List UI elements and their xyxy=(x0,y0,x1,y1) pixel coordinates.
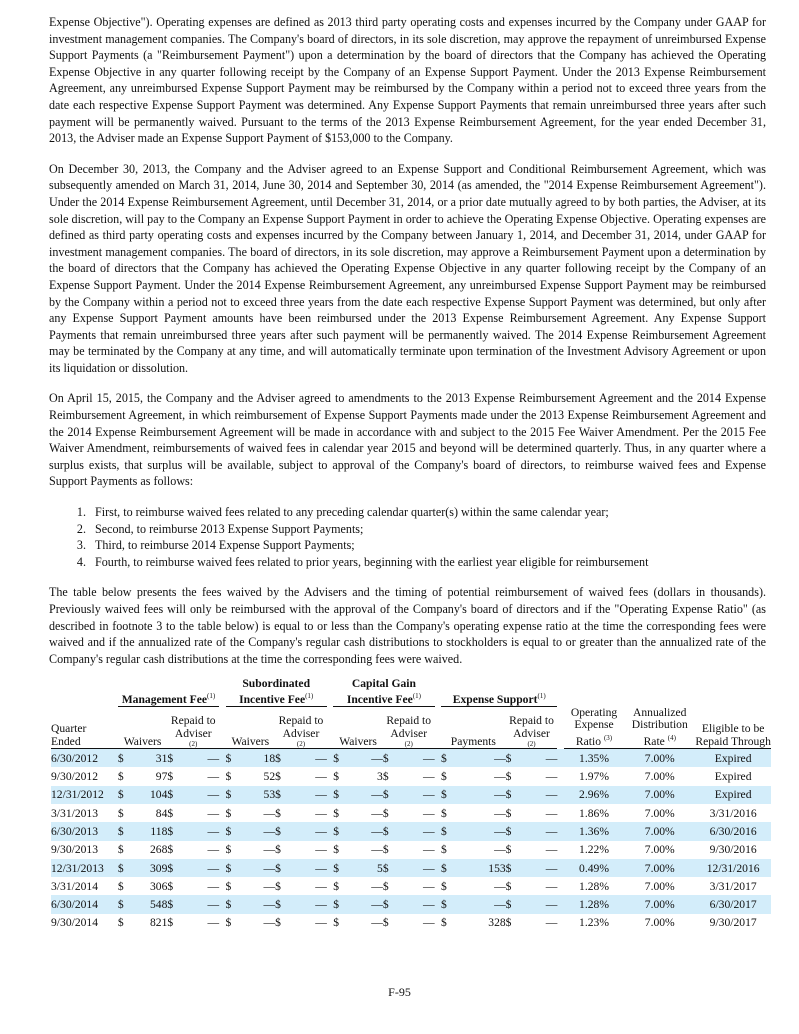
cell-es-payments: — xyxy=(454,822,506,840)
cell-mgmt-waivers: 84 xyxy=(155,806,168,820)
list-item: 4. Fourth, to reimburse waived fees related to prior years, beginning with the earliest year eligible for reimbursement xyxy=(89,554,766,571)
table-row xyxy=(51,841,771,859)
currency-symbol: $ xyxy=(275,859,288,877)
currency-symbol: $ xyxy=(275,822,288,840)
cell-eligible: Expired xyxy=(714,770,752,784)
cell-op-ratio: 0.49% xyxy=(564,859,624,877)
currency-symbol: $ xyxy=(226,786,239,804)
currency-symbol: $ xyxy=(441,806,447,820)
currency-symbol: $ xyxy=(275,786,288,804)
col-header-quarter: Quarter Ended xyxy=(51,707,118,749)
table-row xyxy=(51,749,771,768)
cell-cg-repaid: — xyxy=(396,822,435,840)
currency-symbol: $ xyxy=(333,786,346,804)
currency-symbol: $ xyxy=(167,806,174,820)
currency-symbol: $ xyxy=(506,749,519,768)
group-header-row xyxy=(51,677,771,706)
currency-symbol: $ xyxy=(118,822,131,840)
currency-symbol: $ xyxy=(441,843,447,857)
cell-mgmt-waivers: 104 xyxy=(131,786,168,804)
cell-mgmt-repaid: — xyxy=(207,843,220,857)
cell-sub-repaid: — xyxy=(288,749,327,768)
currency-symbol: $ xyxy=(441,879,447,893)
cell-cg-waivers: — xyxy=(371,843,383,857)
cell-sub-repaid: — xyxy=(288,822,327,840)
cell-eligible: 3/31/2016 xyxy=(709,806,757,820)
cell-dist-rate: 7.00% xyxy=(624,859,695,877)
cell-op-ratio: 1.86% xyxy=(579,806,609,820)
cell-mgmt-waivers: 268 xyxy=(149,843,168,857)
cell-op-ratio: 1.22% xyxy=(579,843,609,857)
col-header-mgmt-repaid: Repaid to Adviser (2) xyxy=(167,707,219,749)
col-header-cg-waivers: Waivers xyxy=(333,707,383,749)
currency-symbol: $ xyxy=(333,879,340,893)
cell-mgmt-repaid: — xyxy=(207,806,220,820)
currency-symbol: $ xyxy=(118,749,131,768)
cell-quarter: 9/30/2013 xyxy=(51,843,99,857)
currency-symbol: $ xyxy=(333,895,346,913)
cell-cg-repaid: — xyxy=(422,770,435,784)
currency-symbol: $ xyxy=(506,786,519,804)
cell-sub-waivers: — xyxy=(238,822,275,840)
cell-cg-repaid: — xyxy=(422,916,435,930)
cell-es-payments: — xyxy=(454,786,506,804)
group-header-management: Management Fee$^{(1)}$ xyxy=(118,677,219,706)
cell-sub-waivers: — xyxy=(263,806,276,820)
currency-symbol: $ xyxy=(383,895,396,913)
cell-mgmt-repaid: — xyxy=(180,859,219,877)
cell-op-ratio: 1.35% xyxy=(564,749,624,768)
cell-cg-waivers: — xyxy=(371,916,383,930)
cell-eligible: 12/31/2016 xyxy=(695,859,771,877)
cell-sub-repaid: — xyxy=(288,786,327,804)
currency-symbol: $ xyxy=(275,916,281,930)
currency-symbol: $ xyxy=(383,859,396,877)
currency-symbol: $ xyxy=(333,859,346,877)
cell-es-payments: — xyxy=(454,895,506,913)
paragraph-2015-amendment: On April 15, 2015, the Company and the Adviser agreed to amendments to the 2013 Expense Reimbursement Agreement and the 2014 Expense Reimbursement Agreement, in which reimbursement of Expense Support Payments made under the 2013 Expense Reimbursement Agreement and the 2014 Expense Reimbursement Agreement will be made in accordance with and subject to the 2015 Fee Waiver Amendment. Per the 2015 Fee Waiver Amendment, reimbursements of waived fees in calendar year 2015 and beyond will be determined quarterly. Thus, in any quarter where a surplus exists, that surplus will be available, subject to approval of the Company's board of directors, to reimburse waived fees and Expense Support Payments as follows: xyxy=(49,391,766,489)
cell-mgmt-repaid: — xyxy=(180,786,219,804)
cell-es-repaid: — xyxy=(545,843,558,857)
list-item: 2. Second, to reimburse 2013 Expense Support Payments; xyxy=(89,521,766,538)
currency-symbol: $ xyxy=(167,916,174,930)
cell-es-payments: 328 xyxy=(488,916,506,930)
cell-cg-repaid: — xyxy=(396,895,435,913)
currency-symbol: $ xyxy=(505,806,512,820)
currency-symbol: $ xyxy=(226,859,239,877)
cell-es-payments: — xyxy=(494,843,506,857)
cell-sub-repaid: — xyxy=(315,916,327,930)
cell-cg-repaid: — xyxy=(396,749,435,768)
cell-sub-waivers: — xyxy=(263,843,276,857)
table-row xyxy=(51,914,771,932)
document-page xyxy=(49,14,771,932)
cell-cg-waivers: — xyxy=(346,749,383,768)
cell-cg-repaid: — xyxy=(396,786,435,804)
cell-dist-rate: 7.00% xyxy=(624,895,695,913)
cell-cg-waivers: 3 xyxy=(377,770,383,784)
cell-es-repaid: — xyxy=(519,749,558,768)
cell-op-ratio: 1.36% xyxy=(564,822,624,840)
currency-symbol: $ xyxy=(226,895,239,913)
currency-symbol: $ xyxy=(382,770,389,784)
cell-sub-repaid: — xyxy=(315,879,327,893)
currency-symbol: $ xyxy=(117,879,124,893)
currency-symbol: $ xyxy=(333,770,340,784)
paragraph-table-intro: The table below presents the fees waived by the Advisers and the timing of potential reimbursement of waived fees (dollars in thousands). Previously waived fees will only be reimbursed with the approval of the Company's board of directors and if the "Operating Expense Ratio" (as described in footnote 3 to the table below) is equal to or less than the Company's operating expense ratio at the time the corresponding fees were waived and if the annualized rate of the Company's regular cash distributions to stockholders is equal to or greater than the annualized rate of the Company's regular cash distributions at the time the corresponding fees were waived. xyxy=(49,585,766,666)
currency-symbol: $ xyxy=(275,806,281,820)
currency-symbol: $ xyxy=(167,859,180,877)
table-row xyxy=(51,767,771,785)
list-item: 3. Third, to reimburse 2014 Expense Support Payments; xyxy=(89,537,766,554)
cell-mgmt-waivers: 97 xyxy=(155,770,168,784)
col-header-dist-rate: Annualized Distribution Rate $^{(4)}$ xyxy=(624,707,695,749)
cell-quarter: 3/31/2014 xyxy=(51,879,99,893)
cell-eligible: 6/30/2017 xyxy=(695,895,771,913)
col-header-mgmt-waivers: Waivers xyxy=(118,707,168,749)
fee-waiver-table xyxy=(51,677,771,932)
currency-symbol: $ xyxy=(383,749,396,768)
cell-quarter: 6/30/2012 xyxy=(51,749,118,768)
currency-symbol: $ xyxy=(275,879,281,893)
cell-mgmt-repaid: — xyxy=(207,770,220,784)
currency-symbol: $ xyxy=(441,822,454,840)
col-header-sub-repaid: Repaid to Adviser (2) xyxy=(275,707,327,749)
cell-dist-rate: 7.00% xyxy=(644,843,675,857)
cell-dist-rate: 7.00% xyxy=(624,749,695,768)
cell-sub-repaid: — xyxy=(288,859,327,877)
cell-mgmt-repaid: — xyxy=(207,879,220,893)
cell-cg-waivers: 5 xyxy=(346,859,383,877)
cell-es-payments: — xyxy=(494,879,506,893)
cell-eligible: Expired xyxy=(695,786,771,804)
cell-es-payments: — xyxy=(454,749,506,768)
cell-sub-repaid: — xyxy=(315,806,327,820)
currency-symbol: $ xyxy=(505,843,512,857)
cell-mgmt-repaid: — xyxy=(180,895,219,913)
group-header-capital-gain: Capital Gain Incentive Fee$^{(1)}$ xyxy=(333,677,434,706)
cell-quarter: 6/30/2013 xyxy=(51,822,118,840)
table-row xyxy=(51,877,771,895)
cell-cg-waivers: — xyxy=(346,822,383,840)
cell-sub-waivers: — xyxy=(263,916,276,930)
currency-symbol: $ xyxy=(382,879,389,893)
cell-es-repaid: — xyxy=(545,770,558,784)
currency-symbol: $ xyxy=(225,879,232,893)
currency-symbol: $ xyxy=(225,843,232,857)
currency-symbol: $ xyxy=(226,822,239,840)
currency-symbol: $ xyxy=(225,770,232,784)
cell-cg-waivers: — xyxy=(371,879,383,893)
cell-sub-waivers: 53 xyxy=(238,786,275,804)
currency-symbol: $ xyxy=(441,859,454,877)
cell-quarter: 9/30/2012 xyxy=(51,770,99,784)
currency-symbol: $ xyxy=(382,843,389,857)
cell-cg-repaid: — xyxy=(422,806,435,820)
currency-symbol: $ xyxy=(505,879,512,893)
currency-symbol: $ xyxy=(275,749,288,768)
cell-sub-repaid: — xyxy=(315,770,327,784)
cell-es-repaid: — xyxy=(519,822,558,840)
cell-op-ratio: 1.28% xyxy=(564,895,624,913)
cell-op-ratio: 2.96% xyxy=(564,786,624,804)
currency-symbol: $ xyxy=(118,786,131,804)
cell-dist-rate: 7.00% xyxy=(644,806,675,820)
table-row xyxy=(51,859,771,877)
cell-quarter: 12/31/2012 xyxy=(51,786,118,804)
currency-symbol: $ xyxy=(275,843,281,857)
currency-symbol: $ xyxy=(333,806,340,820)
currency-symbol: $ xyxy=(506,822,519,840)
cell-eligible: 9/30/2017 xyxy=(709,916,757,930)
currency-symbol: $ xyxy=(167,822,180,840)
cell-sub-waivers: — xyxy=(263,879,276,893)
table-row xyxy=(51,822,771,840)
cell-op-ratio: 1.28% xyxy=(579,879,609,893)
cell-sub-waivers: 18 xyxy=(238,749,275,768)
currency-symbol: $ xyxy=(441,749,454,768)
cell-es-repaid: — xyxy=(519,786,558,804)
list-item: 1. First, to reimburse waived fees related to any preceding calendar quarter(s) within the same calendar year; xyxy=(89,504,766,521)
col-header-es-payments: Payments xyxy=(441,707,506,749)
cell-cg-waivers: — xyxy=(371,806,383,820)
cell-eligible: 9/30/2016 xyxy=(709,843,757,857)
cell-op-ratio: 1.97% xyxy=(579,770,609,784)
cell-mgmt-waivers: 118 xyxy=(131,822,168,840)
cell-op-ratio: 1.23% xyxy=(579,916,609,930)
currency-symbol: $ xyxy=(118,895,131,913)
cell-quarter: 6/30/2014 xyxy=(51,895,118,913)
currency-symbol: $ xyxy=(117,916,124,930)
col-header-sub-waivers: Waivers xyxy=(226,707,276,749)
cell-cg-repaid: — xyxy=(422,843,435,857)
cell-sub-waivers: 52 xyxy=(263,770,276,784)
currency-symbol: $ xyxy=(506,895,519,913)
cell-cg-repaid: — xyxy=(422,879,435,893)
cell-mgmt-repaid: — xyxy=(207,916,220,930)
currency-symbol: $ xyxy=(333,822,346,840)
paragraph-2014-agreement: On December 30, 2013, the Company and the Adviser agreed to an Expense Support and Conditional Reimbursement Agreement, which was subsequently amended on March 31, 2014, June 30, 2014 and September 30, 2014 (as amended, the "2014 Expense Reimbursement Agreement"). Under the 2014 Expense Reimbursement Agreement, until December 31, 2014, or a prior date mutually agreed to by both parties, the Adviser, at its sole discretion, will pay to the Company an Expense Support Payment in order to achieve the Operating Expense Objective. Operating expenses are defined as third party operating costs and expenses incurred by the Company between January 1, 2014, and December 31, 2014, under GAAP for investment management companies. The board of directors, in its sole discretion, may approve a Reimbursement Payment upon a determination by the board of directors that the Company has achieved the Operating Expense Objective in any quarter following receipt by the Company of an Expense Support Payment. Under the 2014 Expense Reimbursement Agreement, any unreimbursed Expense Support Payment may be reimbursed by the Company within a period not to exceed three years from the date each respective Expense Support Payment was determined, but only after any Expense Support Payment amounts have been reimbursed under the 2013 Expense Reimbursement Agreement. Any Expense Support Payments that remain unreimbursed three years after such payment will be permanently waived. The 2014 Expense Reimbursement Agreement may be terminated by the Company at any time, and will automatically terminate upon termination of the Investment Advisory Agreement or upon its liquidation or dissolution. xyxy=(49,161,766,375)
paragraph-2013-agreement: Expense Objective"). Operating expenses are defined as 2013 third party operating costs and expenses incurred by the Company under GAAP for investment management companies. The Company's board of directors, in its sole discretion, may approve the repayment of unreimbursed Expense Support Payments (a "Reimbursement Payment") upon a determination by the board of directors that the Company has achieved the Operating Expense Objective in any quarter following receipt by the Company of an Expense Support Payment. Under the 2013 Expense Reimbursement Agreement, any unreimbursed Expense Support Payment may be reimbursed by the Company within a period not to exceed three years from the date each respective Expense Support Payment was determined. Any Expense Support Payments that remain unreimbursed three years after such payment will be permanently waived. Pursuant to the terms of the 2013 Expense Reimbursement Agreement, for the year ended December 31, 2013, the Adviser made an Expense Support Payment of $153,000 to the Company. xyxy=(49,15,766,146)
cell-sub-waivers: — xyxy=(238,895,275,913)
currency-symbol: $ xyxy=(167,879,174,893)
cell-quarter: 12/31/2013 xyxy=(51,859,118,877)
cell-quarter: 9/30/2014 xyxy=(51,916,99,930)
col-header-eligible: Eligible to be Repaid Through xyxy=(695,707,771,749)
cell-cg-waivers: — xyxy=(346,895,383,913)
currency-symbol: $ xyxy=(118,859,131,877)
currency-symbol: $ xyxy=(117,806,124,820)
currency-symbol: $ xyxy=(441,770,447,784)
cell-dist-rate: 7.00% xyxy=(624,786,695,804)
cell-mgmt-waivers: 548 xyxy=(131,895,168,913)
cell-es-repaid: — xyxy=(519,895,558,913)
cell-sub-repaid: — xyxy=(315,843,327,857)
cell-sub-repaid: — xyxy=(288,895,327,913)
currency-symbol: $ xyxy=(117,770,124,784)
cell-dist-rate: 7.00% xyxy=(644,770,675,784)
cell-eligible: 6/30/2016 xyxy=(695,822,771,840)
cell-sub-waivers: — xyxy=(238,859,275,877)
currency-symbol: $ xyxy=(167,786,180,804)
table-row xyxy=(51,804,771,822)
col-header-es-repaid: Repaid to Adviser (2) xyxy=(506,707,558,749)
cell-cg-waivers: — xyxy=(346,786,383,804)
cell-mgmt-waivers: 821 xyxy=(149,916,168,930)
cell-mgmt-waivers: 31 xyxy=(131,749,168,768)
cell-mgmt-repaid: — xyxy=(180,749,219,768)
currency-symbol: $ xyxy=(333,843,340,857)
col-header-op-ratio: Operating Expense Ratio $^{(3)}$ xyxy=(564,707,624,749)
reimbursement-order-list xyxy=(49,504,766,570)
cell-eligible: Expired xyxy=(695,749,771,768)
cell-mgmt-waivers: 306 xyxy=(149,879,168,893)
currency-symbol: $ xyxy=(167,895,180,913)
currency-symbol: $ xyxy=(441,895,454,913)
cell-eligible: 3/31/2017 xyxy=(709,879,757,893)
col-header-cg-repaid: Repaid to Adviser (2) xyxy=(383,707,435,749)
fee-table-body xyxy=(51,749,771,932)
currency-symbol: $ xyxy=(275,895,288,913)
currency-symbol: $ xyxy=(167,770,174,784)
cell-es-payments: — xyxy=(494,806,506,820)
group-header-expense-support: Expense Support$^{(1)}$ xyxy=(441,677,557,706)
cell-es-repaid: — xyxy=(545,879,558,893)
currency-symbol: $ xyxy=(117,843,124,857)
currency-symbol: $ xyxy=(382,806,389,820)
cell-cg-repaid: — xyxy=(396,859,435,877)
cell-es-repaid: — xyxy=(545,806,558,820)
cell-mgmt-waivers: 309 xyxy=(131,859,168,877)
currency-symbol: $ xyxy=(505,770,512,784)
currency-symbol: $ xyxy=(383,786,396,804)
cell-es-repaid: — xyxy=(545,916,558,930)
page-number: F-95 xyxy=(388,985,411,999)
cell-es-payments: 153 xyxy=(454,859,506,877)
currency-symbol: $ xyxy=(441,916,447,930)
cell-dist-rate: 7.00% xyxy=(624,822,695,840)
cell-dist-rate: 7.00% xyxy=(644,916,675,930)
cell-quarter: 3/31/2013 xyxy=(51,806,99,820)
currency-symbol: $ xyxy=(441,786,454,804)
group-header-subordinated: Subordinated Incentive Fee$^{(1)}$ xyxy=(226,677,327,706)
cell-mgmt-repaid: — xyxy=(180,822,219,840)
currency-symbol: $ xyxy=(225,916,232,930)
currency-symbol: $ xyxy=(333,749,346,768)
currency-symbol: $ xyxy=(383,822,396,840)
currency-symbol: $ xyxy=(226,749,239,768)
currency-symbol: $ xyxy=(505,916,512,930)
table-row xyxy=(51,786,771,804)
currency-symbol: $ xyxy=(506,859,519,877)
currency-symbol: $ xyxy=(225,806,232,820)
currency-symbol: $ xyxy=(333,916,340,930)
currency-symbol: $ xyxy=(167,749,180,768)
table-row xyxy=(51,895,771,913)
currency-symbol: $ xyxy=(167,843,174,857)
currency-symbol: $ xyxy=(382,916,389,930)
column-header-row xyxy=(51,707,771,749)
currency-symbol: $ xyxy=(275,770,281,784)
cell-dist-rate: 7.00% xyxy=(644,879,675,893)
cell-es-payments: — xyxy=(494,770,506,784)
cell-es-repaid: — xyxy=(519,859,558,877)
